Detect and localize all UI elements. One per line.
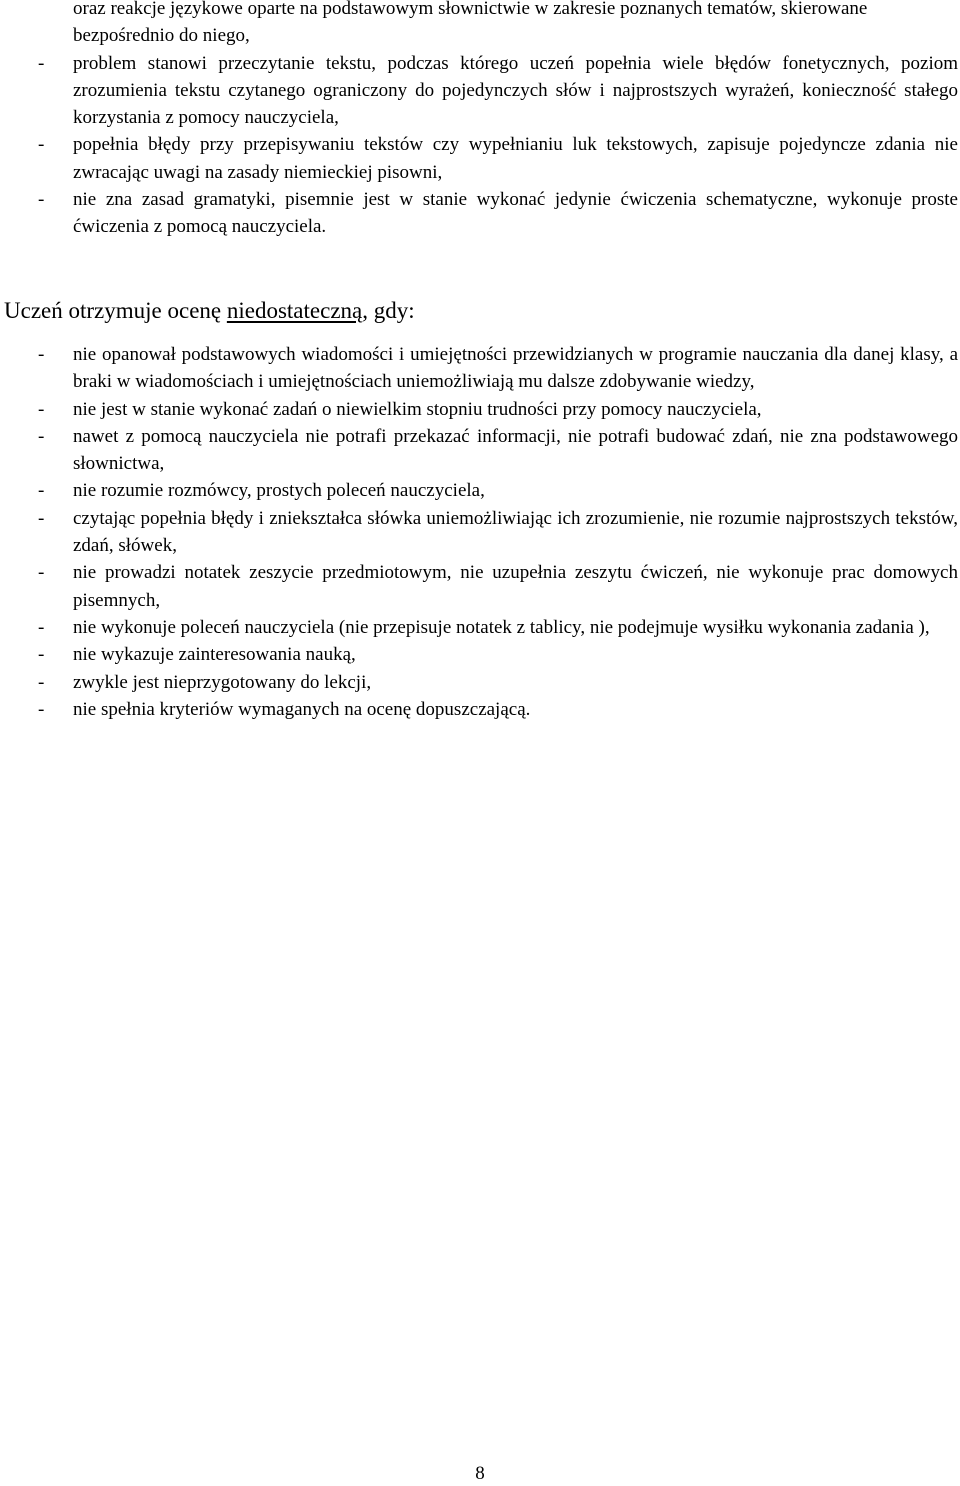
list-item-text: problem stanowi przeczytanie tekstu, podczas którego uczeń popełnia wiele błędów fonetycznych, poziom zrozumienia tekstu czytanego ograniczony do pojedynczych słów i najprostszych wyrażeń, konieczność stałego korzystania z pomocy nauczyciela, xyxy=(73,52,958,129)
list-item-text: popełnia błędy przy przepisywaniu tekstów czy wypełnianiu luk tekstowych, zapisuje pojedyncze zdania nie zwracając uwagi na zasady niemieckiej pisowni, xyxy=(73,134,958,183)
list-item-text: nie spełnia kryteriów wymaganych na ocenę dopuszczającą. xyxy=(73,698,531,720)
list-item-text: nie zna zasad gramatyki, pisemnie jest w stanie wykonać jedynie ćwiczenia schematyczne, wykonuje proste ćwiczenia z pomocą nauczyciela. xyxy=(73,189,958,238)
list-item-text: nie prowadzi notatek zeszycie przedmiotowym, nie uzupełnia zeszytu ćwiczeń, nie wykonuje prac domowych pisemnych, xyxy=(73,562,958,611)
list-item xyxy=(38,641,958,668)
grade-heading-prefix: Uczeń otrzymuje ocenę xyxy=(4,298,227,323)
list-dash: - xyxy=(38,644,45,666)
list-item-text: czytając popełnia błędy i zniekształca słówka uniemożliwiając ich zrozumienie, nie rozumie najprostszych tekstów, zdań, słówek, xyxy=(73,507,958,557)
list-item-text: zwykle jest nieprzygotowany do lekcji, xyxy=(73,671,372,693)
list-item xyxy=(38,614,958,641)
list-item xyxy=(38,423,958,478)
grade-heading-grade: niedostateczną xyxy=(226,298,363,323)
list-item xyxy=(38,50,958,132)
list-item-text: nie rozumie rozmówcy, prostych poleceń nauczyciela, xyxy=(73,480,485,502)
list-item xyxy=(38,559,958,614)
list-dash: - xyxy=(38,616,45,638)
list-item-text: nie wykazuje zainteresowania nauką, xyxy=(73,644,356,666)
list-item-text: nie wykonuje poleceń nauczyciela (nie przepisuje notatek z tablicy, nie podejmuje wysiłku wykonania zadania ), xyxy=(73,616,930,638)
criteria-list-failing-grade xyxy=(38,341,958,723)
list-dash: - xyxy=(38,671,45,693)
list-dash: - xyxy=(38,480,45,502)
list-item xyxy=(38,477,958,504)
list-dash: - xyxy=(38,562,45,584)
list-item-text: nie jest w stanie wykonać zadań o niewielkim stopniu trudności przy pomocy nauczyciela, xyxy=(73,398,762,420)
list-dash: - xyxy=(38,507,45,529)
list-item xyxy=(38,341,958,396)
criteria-list-previous-grade xyxy=(38,0,958,241)
list-item xyxy=(38,396,958,423)
page-number: 8 xyxy=(475,1463,485,1484)
list-item-text: nie opanował podstawowych wiadomości i umiejętności przewidzianych w programie nauczania dla danej klasy, a braki w wiadomościach i umiejętnościach uniemożliwiają mu dalsze zdobywanie wiedzy, xyxy=(73,344,958,393)
list-dash: - xyxy=(38,52,45,74)
list-item xyxy=(38,505,958,560)
list-dash: - xyxy=(38,344,45,365)
list-dash: - xyxy=(38,698,45,720)
list-dash: - xyxy=(38,134,45,156)
grade-heading xyxy=(4,296,415,326)
list-item-text: nawet z pomocą nauczyciela nie potrafi przekazać informacji, nie potrafi budować zdań, nie zna podstawowego słownictwa, xyxy=(73,425,958,475)
list-dash: - xyxy=(38,398,45,420)
grade-heading-suffix: , gdy: xyxy=(362,298,415,323)
list-item xyxy=(38,696,958,723)
list-dash: - xyxy=(38,189,45,211)
list-item xyxy=(38,186,958,241)
list-item xyxy=(38,669,958,696)
list-dash: - xyxy=(38,425,45,447)
list-item xyxy=(38,131,958,186)
list-item-continuation: oraz reakcje językowe oparte na podstawowym słownictwie w zakresie poznanych tematów, skierowane bezpośrednio do niego, xyxy=(73,0,868,47)
